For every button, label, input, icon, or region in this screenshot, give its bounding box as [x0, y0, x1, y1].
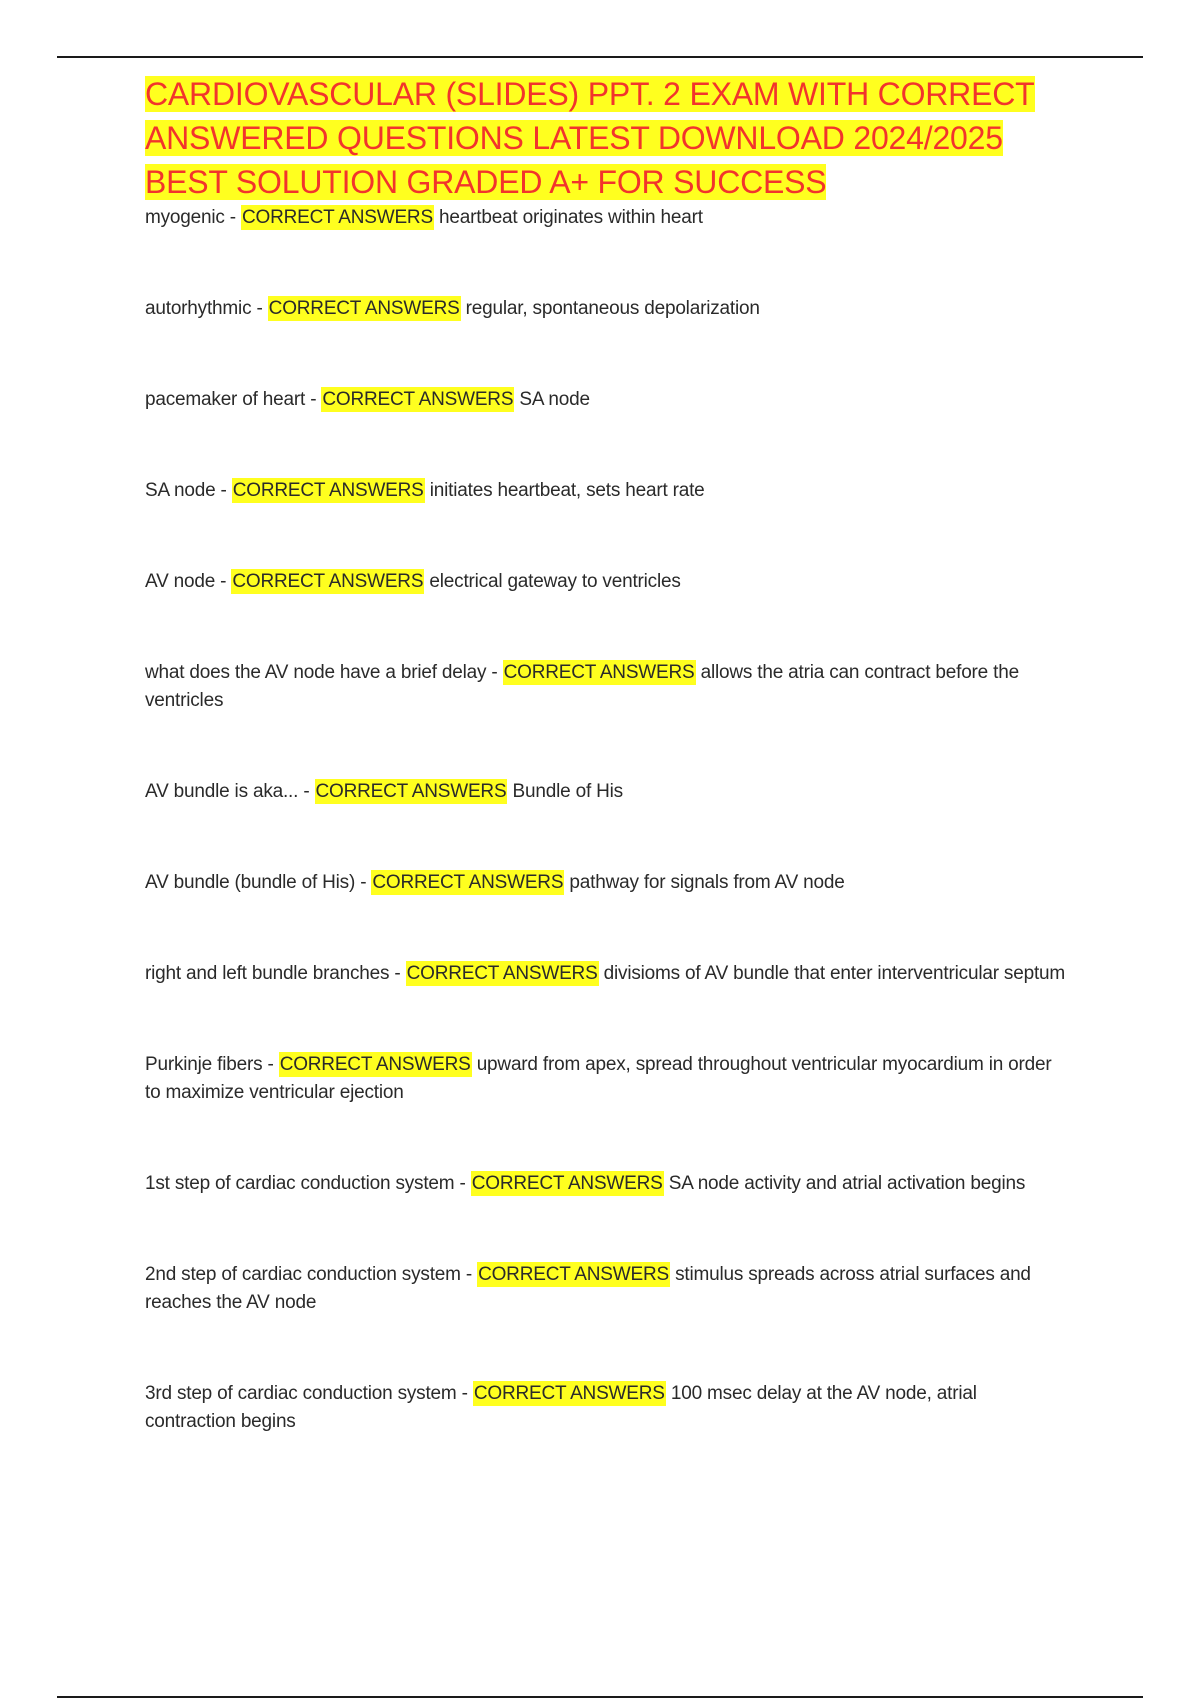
- entry-separator: -: [224, 207, 242, 228]
- entry-term: what does the AV node have a brief delay: [145, 662, 487, 683]
- flashcard-entry: [145, 869, 1065, 897]
- correct-answers-badge: CORRECT ANSWERS: [268, 298, 460, 319]
- correct-answers-badge: CORRECT ANSWERS: [322, 389, 514, 410]
- top-rule: [57, 56, 1143, 58]
- entry-term: pacemaker of heart: [145, 389, 306, 410]
- entry-answer: SA node: [519, 389, 590, 410]
- flashcard-entry: [145, 295, 1065, 323]
- flashcard-entry: [145, 1051, 1065, 1107]
- correct-answers-badge: CORRECT ANSWERS: [478, 1264, 669, 1285]
- correct-answers-badge: CORRECT ANSWERS: [315, 781, 507, 802]
- flashcard-entry: [145, 1261, 1065, 1317]
- entry-term: AV node: [145, 571, 216, 592]
- correct-answers-badge: CORRECT ANSWERS: [471, 1173, 663, 1194]
- entry-answer: Bundle of His: [512, 781, 623, 802]
- entry-answer: 100 msec delay at the AV node, atrial contraction begins: [145, 1383, 977, 1432]
- entry-term: 3rd step of cardiac conduction system: [145, 1383, 457, 1404]
- entry-term: AV bundle is aka...: [145, 781, 299, 802]
- correct-answers-badge: CORRECT ANSWERS: [279, 1054, 471, 1075]
- entry-separator: -: [389, 963, 406, 984]
- entry-term: Purkinje fibers: [145, 1054, 263, 1075]
- entry-separator: -: [486, 662, 503, 683]
- entry-separator: -: [251, 298, 268, 319]
- flashcard-list: [145, 204, 1065, 1436]
- correct-answers-badge: CORRECT ANSWERS: [232, 571, 424, 592]
- entry-answer: divisioms of AV bundle that enter interventricular septum: [603, 963, 1066, 984]
- entry-answer: SA node activity and atrial activation begins: [668, 1173, 1026, 1194]
- entry-term: 1st step of cardiac conduction system: [145, 1173, 455, 1194]
- entry-separator: -: [355, 872, 372, 893]
- entry-separator: -: [298, 781, 315, 802]
- flashcard-entry: [145, 1170, 1065, 1198]
- entry-answer: pathway for signals from AV node: [569, 872, 845, 893]
- correct-answers-badge: CORRECT ANSWERS: [242, 207, 433, 228]
- entry-term: AV bundle (bundle of His): [145, 872, 356, 893]
- entry-separator: -: [460, 1264, 478, 1285]
- correct-answers-badge: CORRECT ANSWERS: [232, 480, 424, 501]
- entry-separator: -: [305, 389, 322, 410]
- entry-answer: initiates heartbeat, sets heart rate: [429, 480, 705, 501]
- correct-answers-badge: CORRECT ANSWERS: [406, 963, 598, 984]
- entry-term: right and left bundle branches: [145, 963, 390, 984]
- correct-answers-badge: CORRECT ANSWERS: [473, 1383, 665, 1404]
- entry-answer: electrical gateway to ventricles: [429, 571, 681, 592]
- entry-separator: -: [454, 1173, 471, 1194]
- correct-answers-badge: CORRECT ANSWERS: [503, 662, 695, 683]
- entry-separator: -: [215, 480, 232, 501]
- entry-answer: stimulus spreads across atrial surfaces and reaches the AV node: [145, 1264, 1031, 1313]
- entry-separator: -: [456, 1383, 473, 1404]
- entry-separator: -: [215, 571, 232, 592]
- flashcard-entry: [145, 659, 1065, 715]
- flashcard-entry: [145, 477, 1065, 505]
- entry-answer: allows the atria can contract before the ventricles: [145, 662, 1019, 711]
- document-title-text: CARDIOVASCULAR (SLIDES) PPT. 2 EXAM WITH CORRECT ANSWERED QUESTIONS LATEST DOWNLOAD 2024/2025 BEST SOLUTION GRADED A+ FOR SUCCESS: [145, 76, 1035, 200]
- entry-term: myogenic: [145, 207, 225, 228]
- entry-answer: heartbeat originates within heart: [439, 207, 703, 228]
- entry-answer: regular, spontaneous depolarization: [465, 298, 760, 319]
- flashcard-entry: [145, 1380, 1065, 1436]
- correct-answers-badge: CORRECT ANSWERS: [372, 872, 564, 893]
- flashcard-entry: [145, 778, 1065, 806]
- entry-term: SA node: [145, 480, 216, 501]
- document-page: [145, 72, 1065, 1436]
- document-title: [145, 72, 1065, 204]
- flashcard-entry: [145, 960, 1065, 988]
- entry-term: 2nd step of cardiac conduction system: [145, 1264, 461, 1285]
- entry-separator: -: [262, 1054, 279, 1075]
- flashcard-entry: [145, 386, 1065, 414]
- bottom-rule: [57, 1696, 1143, 1698]
- entry-answer: upward from apex, spread throughout ventricular myocardium in order to maximize ventricular ejection: [145, 1054, 1052, 1103]
- flashcard-entry: [145, 568, 1065, 596]
- flashcard-entry: [145, 204, 1065, 232]
- entry-term: autorhythmic: [145, 298, 252, 319]
